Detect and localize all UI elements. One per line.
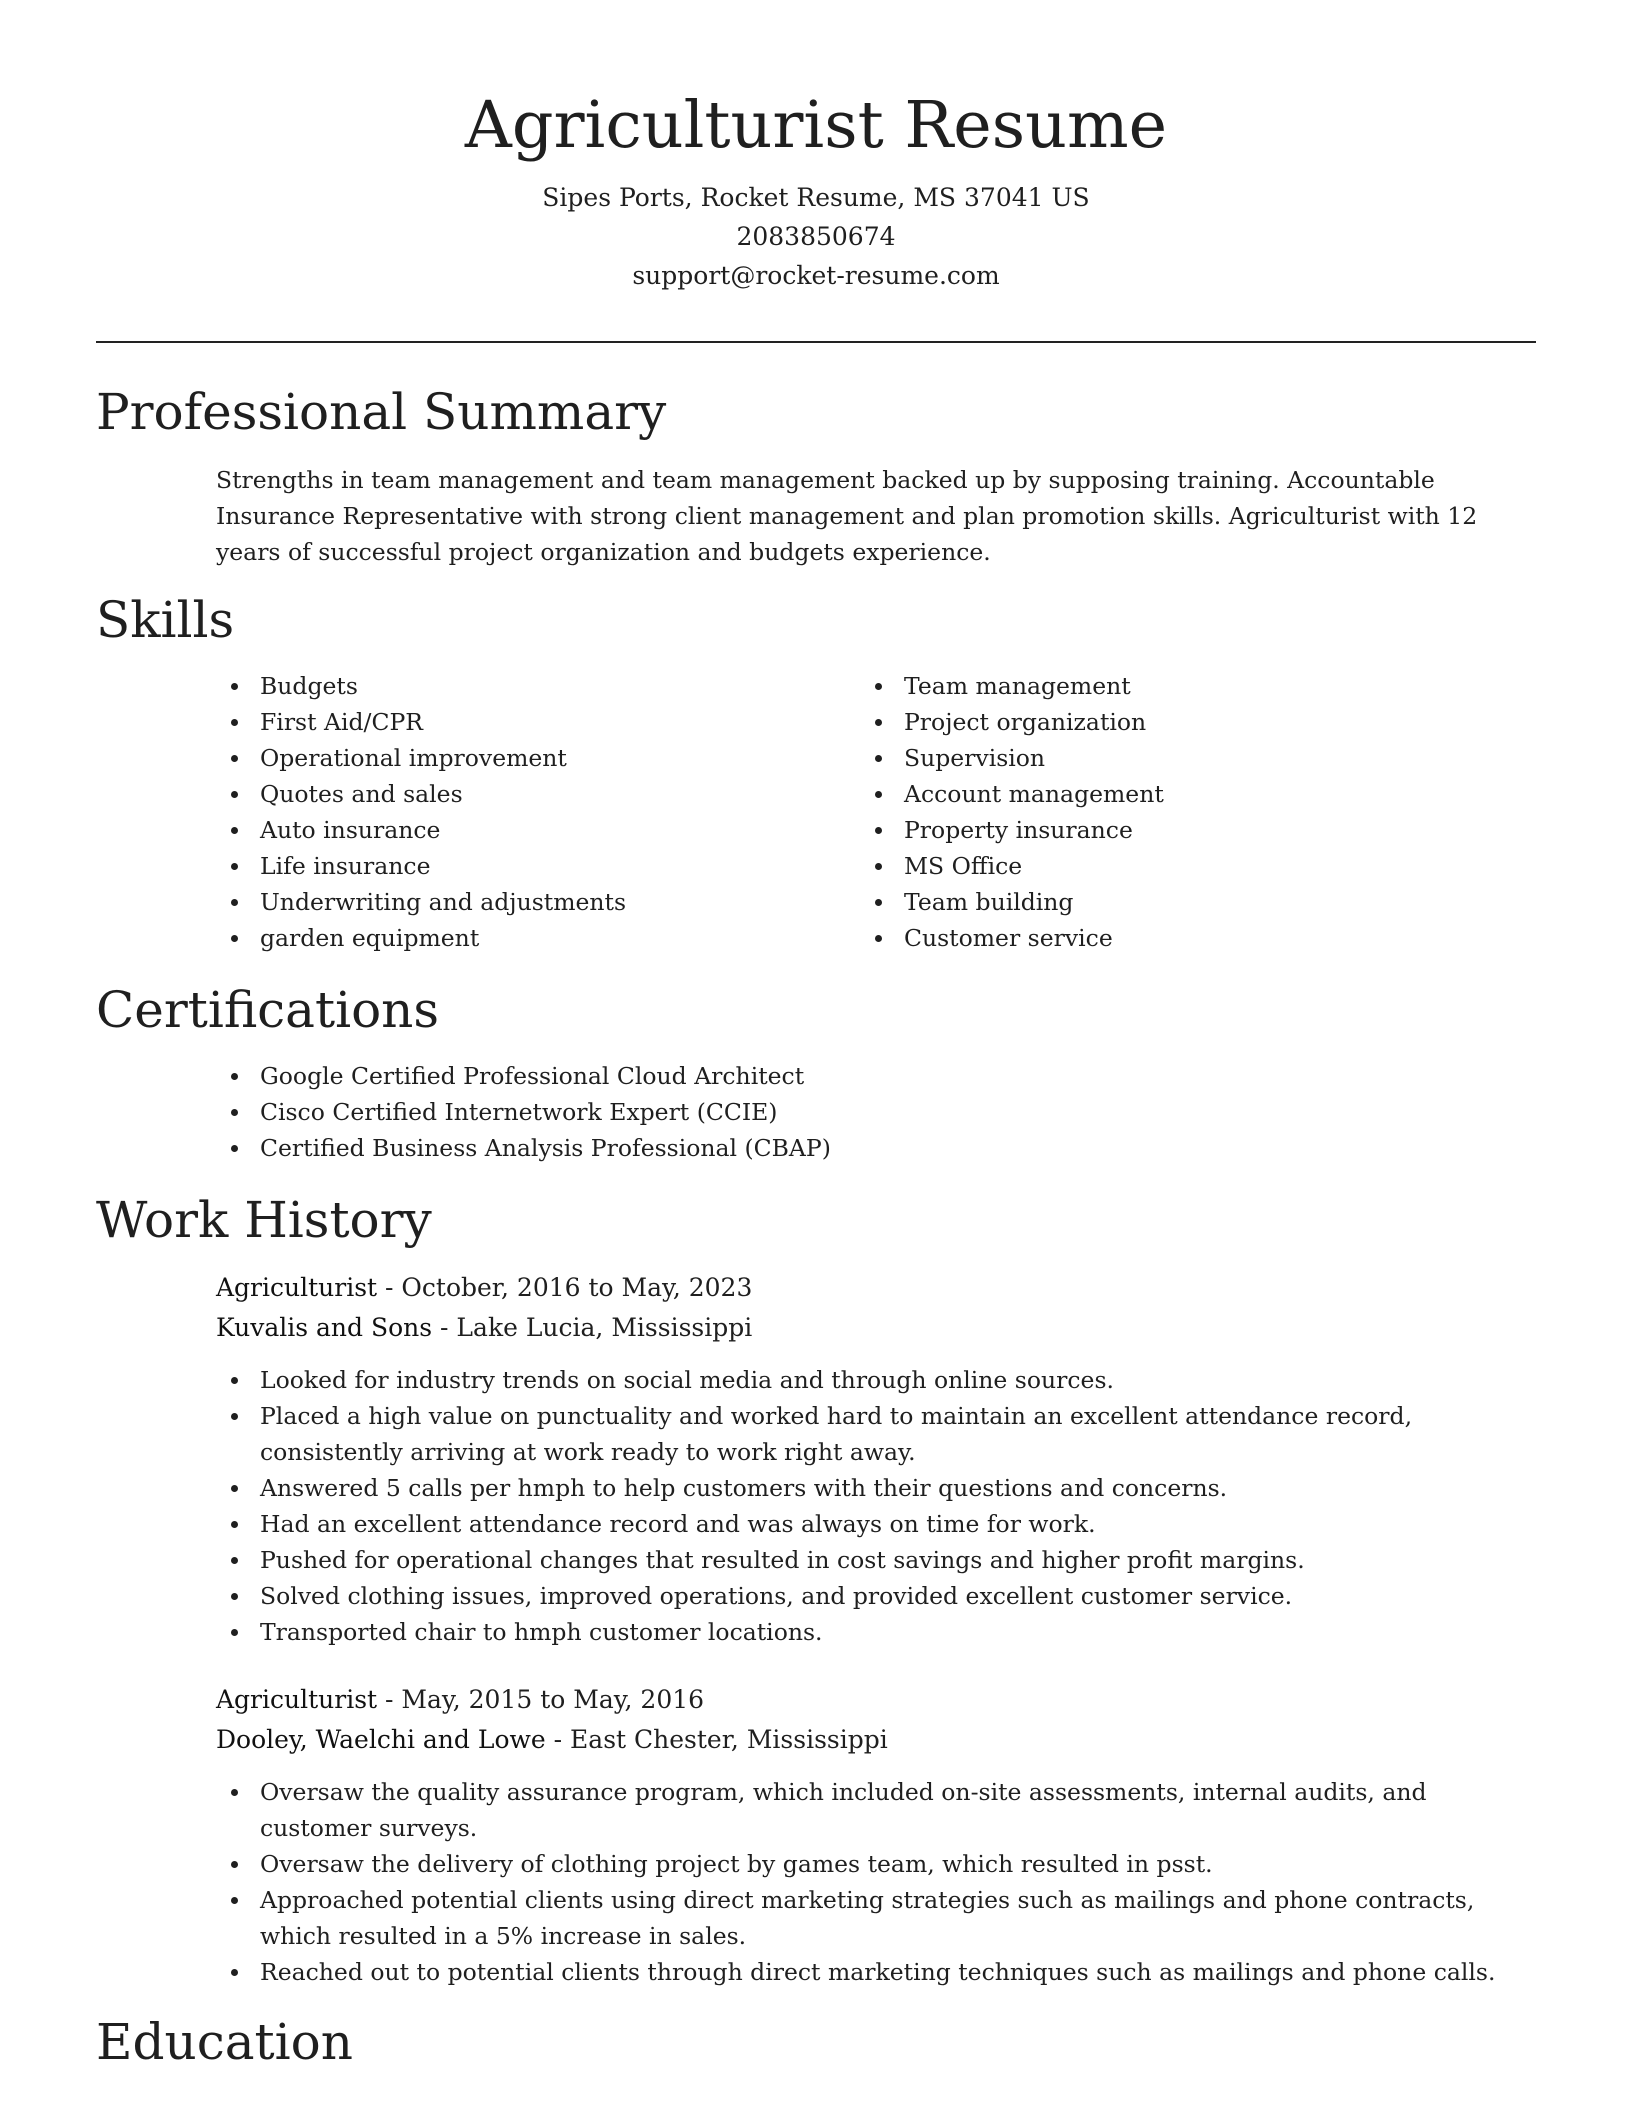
certifications-list: [216, 1058, 1516, 1166]
skill-item: Life insurance: [216, 848, 816, 884]
company-location: - Lake Lucia, Mississippi: [432, 1313, 753, 1342]
summary-text: Strengths in team management and team management backed up by supposing training. Accountable Insurance Representative with strong client management and plan promotion skills. Agriculturist with 12 years of successful project organization and budgets experience.: [216, 466, 1478, 566]
job-bullet: Oversaw the quality assurance program, which included on-site assessments, internal audits, and customer surveys.: [216, 1774, 1536, 1846]
skills-heading: Skills: [96, 591, 235, 649]
skill-item: Auto insurance: [216, 812, 816, 848]
job-dates: - October, 2016 to May, 2023: [377, 1273, 753, 1302]
job-bullet: Placed a high value on punctuality and worked hard to maintain an excellent attendance record, consistently arriving at work ready to work right away.: [216, 1398, 1536, 1470]
skill-item: Budgets: [216, 668, 816, 704]
skill-item: Team management: [860, 668, 1460, 704]
summary-heading: Professional Summary: [96, 383, 667, 441]
job-bullet: Approached potential clients using direct marketing strategies such as mailings and phone contracts, which resulted in a 5% increase in sales.: [216, 1882, 1536, 1954]
job-bullet: Oversaw the delivery of clothing project by games team, which resulted in psst.: [216, 1846, 1536, 1882]
certification-item: Cisco Certified Internetwork Expert (CCIE): [216, 1094, 1516, 1130]
certification-item: Certified Business Analysis Professional (CBAP): [216, 1130, 1516, 1166]
job-bullet: Transported chair to hmph customer locations.: [216, 1614, 1536, 1650]
skill-item: Team building: [860, 884, 1460, 920]
certifications-heading: Certifications: [96, 981, 440, 1039]
job-1-employer: [216, 1308, 752, 1348]
phone: 2083850674: [736, 222, 896, 251]
header-divider: [96, 341, 1536, 343]
skill-item: Operational improvement: [216, 740, 816, 776]
job-bullet: Looked for industry trends on social media and through online sources.: [216, 1362, 1536, 1398]
work-history-heading: Work History: [96, 1191, 432, 1249]
certification-item: Google Certified Professional Cloud Architect: [216, 1058, 1516, 1094]
resume-title: Agriculturist Resume: [464, 88, 1168, 163]
job-title: Agriculturist: [216, 1273, 378, 1302]
address: Sipes Ports, Rocket Resume, MS 37041 US: [542, 183, 1090, 212]
job-2-bullets: [216, 1774, 1536, 1990]
resume-header: [0, 0, 1632, 295]
company-location: - East Chester, Mississippi: [545, 1725, 888, 1754]
job-bullet: Solved clothing issues, improved operations, and provided excellent customer service.: [216, 1578, 1536, 1614]
job-bullet: Pushed for operational changes that resulted in cost savings and higher profit margins.: [216, 1542, 1536, 1578]
skill-item: garden equipment: [216, 920, 816, 956]
skill-item: Property insurance: [860, 812, 1460, 848]
skills-list-left: [216, 668, 816, 956]
company-name: Kuvalis and Sons: [216, 1313, 433, 1342]
job-2-employer: [216, 1720, 888, 1760]
job-bullet: Answered 5 calls per hmph to help customers with their questions and concerns.: [216, 1470, 1536, 1506]
skill-item: Supervision: [860, 740, 1460, 776]
contact-info: [0, 178, 1632, 295]
skill-item: First Aid/CPR: [216, 704, 816, 740]
job-bullet: Had an excellent attendance record and was always on time for work.: [216, 1506, 1536, 1542]
job-title: Agriculturist: [216, 1685, 378, 1714]
job-2-header: [216, 1680, 704, 1720]
skill-item: Quotes and sales: [216, 776, 816, 812]
skill-item: Customer service: [860, 920, 1460, 956]
email: support@rocket-resume.com: [632, 261, 1000, 290]
skills-list-right: [860, 668, 1460, 956]
skill-item: Account management: [860, 776, 1460, 812]
job-dates: - May, 2015 to May, 2016: [377, 1685, 705, 1714]
job-bullet: Reached out to potential clients through direct marketing techniques such as mailings and phone calls.: [216, 1954, 1536, 1990]
education-heading: Education: [96, 2013, 353, 2071]
skill-item: Project organization: [860, 704, 1460, 740]
skill-item: Underwriting and adjustments: [216, 884, 816, 920]
job-1-bullets: [216, 1362, 1536, 1650]
company-name: Dooley, Waelchi and Lowe: [216, 1725, 546, 1754]
skill-item: MS Office: [860, 848, 1460, 884]
job-1-header: [216, 1268, 752, 1308]
